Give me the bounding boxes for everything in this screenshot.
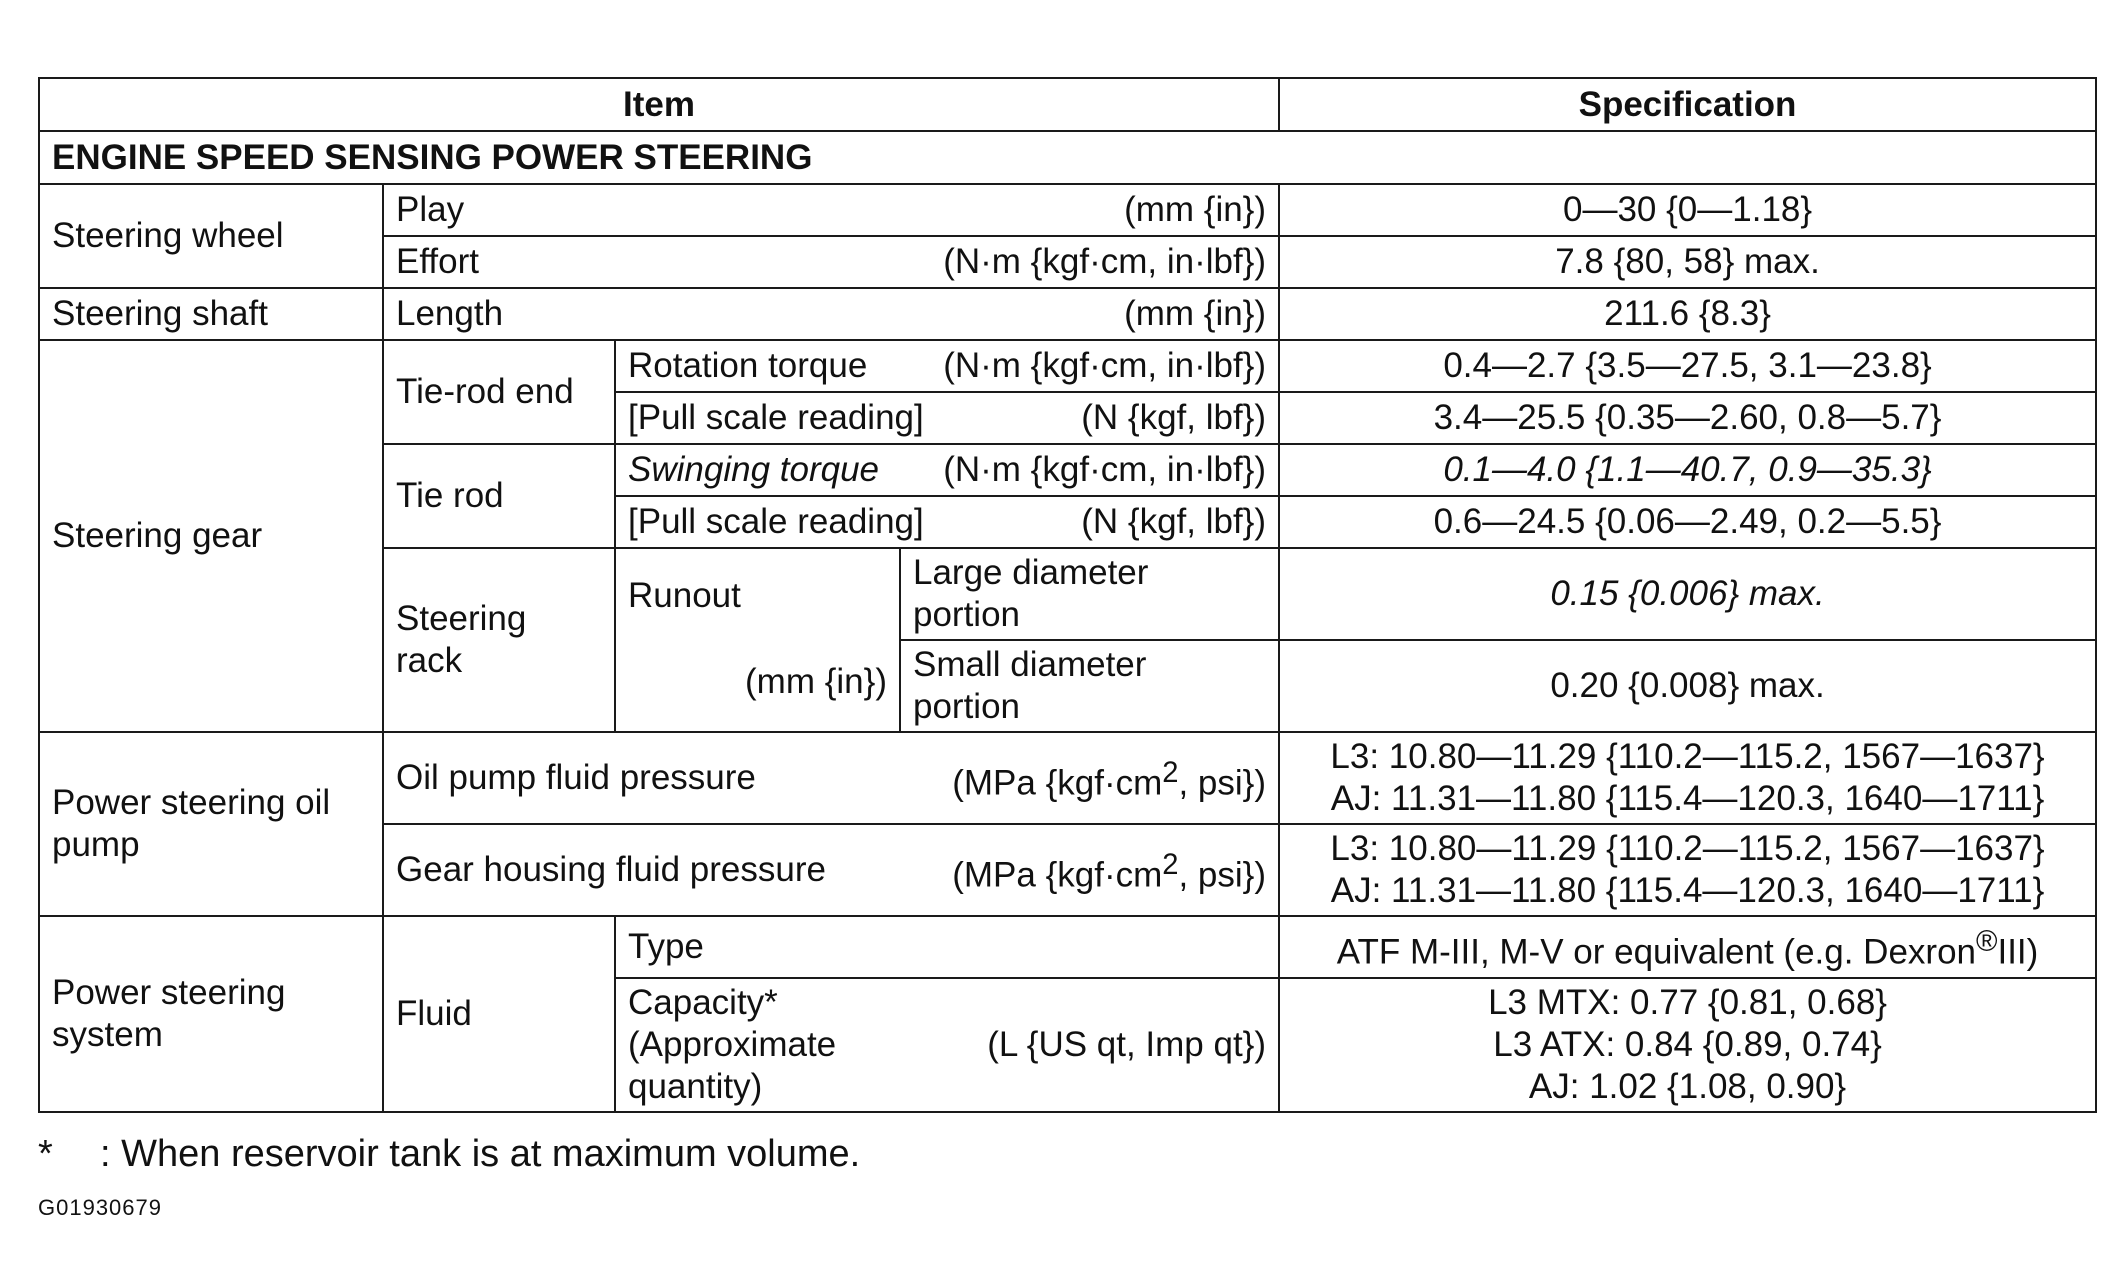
item-label: portion bbox=[913, 595, 1021, 634]
group-steering-shaft: Steering shaft bbox=[39, 288, 383, 340]
header-specification: Specification bbox=[1279, 78, 2096, 131]
item-rotation-torque bbox=[615, 340, 1279, 392]
spec-line: AJ: 1.02 {1.08, 0.90} bbox=[1528, 1067, 1847, 1106]
item-label: Effort bbox=[396, 242, 480, 281]
subgroup-tie-rod-end: Tie-rod end bbox=[383, 340, 615, 444]
item-large-diameter-portion bbox=[900, 548, 1279, 640]
unit-text: , psi}) bbox=[1178, 855, 1267, 895]
item-swinging-torque bbox=[615, 444, 1279, 496]
item-label: quantity) bbox=[628, 1067, 763, 1106]
subgroup-fluid: Fluid bbox=[383, 916, 615, 1112]
item-unit bbox=[952, 844, 1266, 897]
item-effort bbox=[383, 236, 1279, 288]
spec-line: L3: 10.80—11.29 {110.2—115.2, 1567—1637} bbox=[1330, 737, 2045, 776]
item-label: Gear housing fluid pressure bbox=[396, 850, 826, 889]
item-label: Length bbox=[396, 294, 504, 333]
table-row bbox=[39, 916, 2096, 978]
group-label: Power steering oil bbox=[52, 783, 331, 822]
item-label-block bbox=[628, 982, 836, 1108]
section-row bbox=[39, 131, 2096, 184]
spec-value: 0.20 {0.008} max. bbox=[1279, 640, 2096, 732]
item-unit: (mm {in}) bbox=[745, 662, 887, 701]
item-label: [Pull scale reading] bbox=[628, 398, 924, 437]
item-label: Play bbox=[396, 190, 465, 229]
item-label: (Approximate bbox=[628, 1025, 837, 1064]
registered-mark: ® bbox=[1976, 925, 1998, 958]
spec-value: 0.1—4.0 {1.1—40.7, 0.9—35.3} bbox=[1279, 444, 2096, 496]
spec-value: 0—30 {0—1.18} bbox=[1279, 184, 2096, 236]
unit-superscript: 2 bbox=[1162, 756, 1179, 789]
item-label: portion bbox=[913, 687, 1021, 726]
spec-line: AJ: 11.31—11.80 {115.4—120.3, 1640—1711} bbox=[1330, 871, 2045, 910]
subgroup-label: Steering bbox=[396, 599, 527, 638]
subgroup-tie-rod: Tie rod bbox=[383, 444, 615, 548]
item-label: Capacity* bbox=[628, 983, 778, 1022]
item-unit: (mm {in}) bbox=[1124, 190, 1267, 229]
figure-id: G01930679 bbox=[38, 1195, 162, 1220]
table-row bbox=[39, 184, 2096, 236]
item-label: Large diameter bbox=[913, 553, 1149, 592]
item-unit bbox=[952, 752, 1266, 805]
unit-text: (MPa {kgf·cm bbox=[952, 855, 1163, 895]
item-small-diameter-portion bbox=[900, 640, 1279, 732]
item-runout bbox=[615, 548, 900, 732]
item-pull-scale-reading bbox=[615, 392, 1279, 444]
spec-value: 0.15 {0.006} max. bbox=[1279, 548, 2096, 640]
item-type: Type bbox=[615, 916, 1279, 978]
spec-line: L3 ATX: 0.84 {0.89, 0.74} bbox=[1493, 1025, 1882, 1064]
group-label: Power steering bbox=[52, 973, 286, 1012]
footnote-text: : When reservoir tank is at maximum volume. bbox=[100, 1133, 861, 1175]
spec-value: 0.6—24.5 {0.06—2.49, 0.2—5.5} bbox=[1279, 496, 2096, 548]
spec-value: 211.6 {8.3} bbox=[1279, 288, 2096, 340]
item-unit: (N·m {kgf·cm, in·lbf}) bbox=[943, 450, 1267, 489]
subgroup-label: rack bbox=[396, 641, 463, 680]
item-label: Oil pump fluid pressure bbox=[396, 758, 756, 797]
group-power-steering-oil-pump bbox=[39, 732, 383, 916]
group-power-steering-system bbox=[39, 916, 383, 1112]
header-item: Item bbox=[39, 78, 1279, 131]
spec-value bbox=[1279, 978, 2096, 1112]
unit-text: , psi}) bbox=[1178, 763, 1267, 803]
item-unit: (N·m {kgf·cm, in·lbf}) bbox=[943, 242, 1267, 281]
spec-value: 3.4—25.5 {0.35—2.60, 0.8—5.7} bbox=[1279, 392, 2096, 444]
item-unit: (N {kgf, lbf}) bbox=[1081, 398, 1267, 437]
item-unit: (mm {in}) bbox=[1124, 294, 1267, 333]
table-row bbox=[39, 340, 2096, 392]
section-title: ENGINE SPEED SENSING POWER STEERING bbox=[39, 131, 2096, 184]
item-label: Small diameter bbox=[913, 645, 1147, 684]
group-label: system bbox=[52, 1015, 163, 1054]
item-capacity bbox=[615, 978, 1279, 1112]
spec-line: L3: 10.80—11.29 {110.2—115.2, 1567—1637} bbox=[1330, 829, 2045, 868]
spec-value bbox=[1279, 732, 2096, 824]
footnote bbox=[38, 1133, 860, 1176]
item-pull-scale-reading bbox=[615, 496, 1279, 548]
item-label: Rotation torque bbox=[628, 346, 868, 385]
spec-value: 0.4—2.7 {3.5—27.5, 3.1—23.8} bbox=[1279, 340, 2096, 392]
unit-superscript: 2 bbox=[1162, 848, 1179, 881]
spec-text: III) bbox=[1997, 932, 2039, 972]
group-steering-wheel: Steering wheel bbox=[39, 184, 383, 288]
group-label: pump bbox=[52, 825, 140, 864]
item-length bbox=[383, 288, 1279, 340]
subgroup-steering-rack bbox=[383, 548, 615, 732]
table-row bbox=[39, 288, 2096, 340]
item-unit: (N·m {kgf·cm, in·lbf}) bbox=[943, 346, 1267, 385]
unit-text: (MPa {kgf·cm bbox=[952, 763, 1163, 803]
header-row bbox=[39, 78, 2096, 131]
group-steering-gear: Steering gear bbox=[39, 340, 383, 732]
item-unit: (L {US qt, Imp qt}) bbox=[987, 1025, 1267, 1064]
item-label: Swinging torque bbox=[628, 450, 879, 489]
spec-value bbox=[1279, 824, 2096, 916]
spec-value bbox=[1279, 916, 2096, 978]
item-gear-housing-fluid-pressure bbox=[383, 824, 1279, 916]
spec-value: 7.8 {80, 58} max. bbox=[1279, 236, 2096, 288]
spec-text: ATF M-III, M-V or equivalent (e.g. Dexron bbox=[1336, 932, 1976, 972]
item-play bbox=[383, 184, 1279, 236]
table-row bbox=[39, 732, 2096, 824]
footnote-mark: * bbox=[38, 1133, 53, 1175]
spec-line: AJ: 11.31—11.80 {115.4—120.3, 1640—1711} bbox=[1330, 779, 2045, 818]
item-unit: (N {kgf, lbf}) bbox=[1081, 502, 1267, 541]
item-oil-pump-fluid-pressure bbox=[383, 732, 1279, 824]
item-label: Runout bbox=[628, 576, 741, 615]
spec-table bbox=[38, 77, 2097, 1113]
item-label: [Pull scale reading] bbox=[628, 502, 924, 541]
spec-line: L3 MTX: 0.77 {0.81, 0.68} bbox=[1488, 983, 1887, 1022]
